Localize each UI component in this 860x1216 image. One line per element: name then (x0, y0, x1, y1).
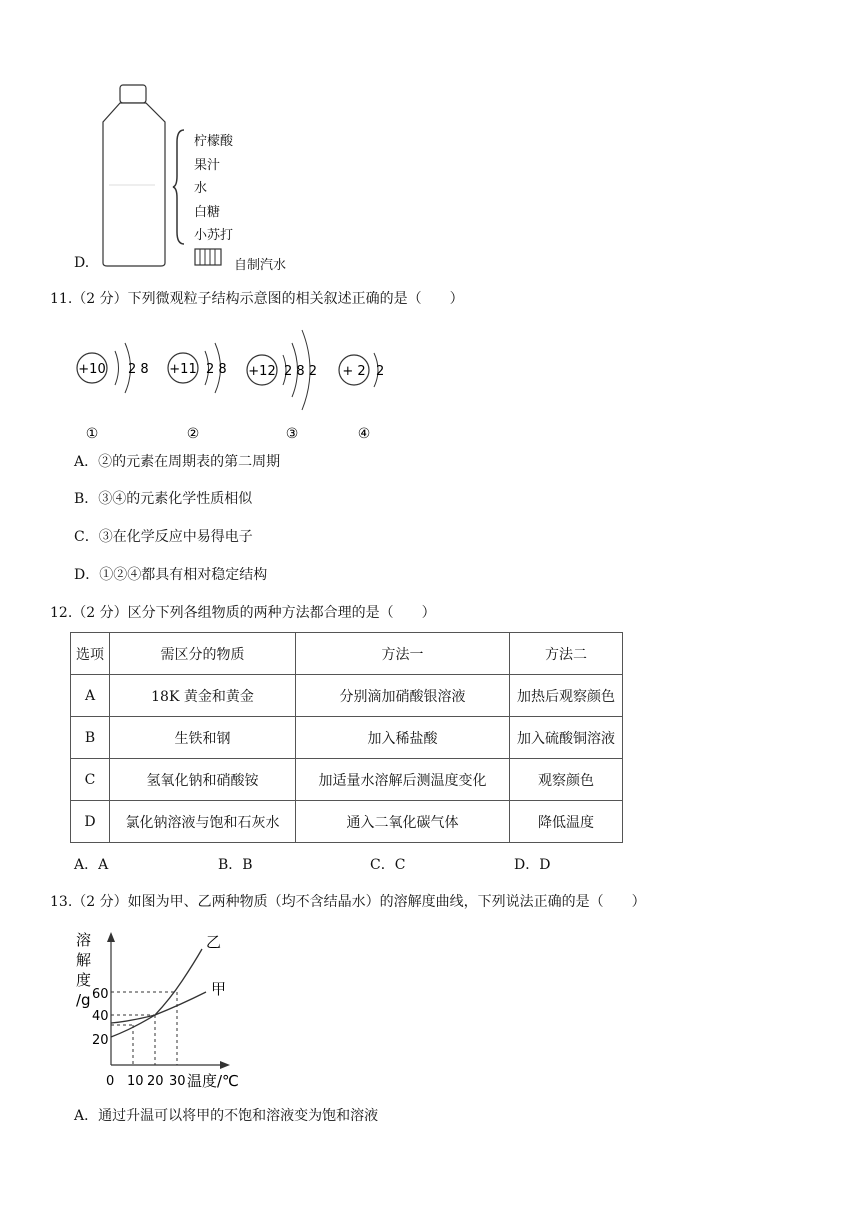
guide-lines (111, 992, 177, 1065)
x-axis-arrow (220, 1061, 230, 1069)
ingredient-item: 柠檬酸 (194, 134, 234, 149)
q11-stem: 11.（2 分）下列微观粒子结构示意图的相关叙述正确的是（ ） (50, 291, 464, 307)
q13-option-a[interactable]: A．通过升温可以将甲的不饱和溶液变为饱和溶液 (74, 1108, 379, 1124)
y-tick-label: 60 (92, 987, 109, 1002)
curve-label-jia: 甲 (211, 980, 227, 998)
header-cell: 选项 (71, 633, 110, 675)
x-axis-label: 温度/℃ (187, 1072, 239, 1090)
svg-text:③: ③ (285, 426, 299, 442)
atom-diagram-4 (339, 353, 384, 442)
table-cell: 观察颜色 (510, 759, 623, 801)
table-row (71, 675, 623, 717)
q12-stem: 12.（2 分）区分下列各组物质的两种方法都合理的是（ ） (50, 605, 436, 621)
y-tick-label: 20 (92, 1033, 109, 1048)
table-cell: 分别滴加硝酸银溶液 (296, 675, 510, 717)
q10-option-d-label: D. (74, 255, 90, 271)
table-cell: 加入硫酸铜溶液 (510, 717, 623, 759)
table-cell: 加入稀盐酸 (296, 717, 510, 759)
figure-caption: 自制汽水 (234, 258, 287, 273)
y-axis-label: /g (76, 991, 91, 1009)
svg-text:+12: +12 (248, 364, 276, 379)
svg-text:2 8: 2 8 (206, 362, 227, 377)
bottle-cap-icon (194, 248, 224, 268)
q11-option-a[interactable]: A．②的元素在周期表的第二周期 (74, 454, 281, 470)
q12-methods-table (70, 632, 623, 843)
svg-text:2 8 2: 2 8 2 (284, 364, 318, 379)
atom-diagram-1 (77, 343, 149, 442)
y-axis-label: 溶 (76, 931, 92, 949)
table-row (71, 801, 623, 843)
q12-option-b[interactable]: B．B (218, 857, 253, 873)
q12-option-c[interactable]: C．C (370, 857, 406, 873)
q12-option-d[interactable]: D．D (514, 857, 551, 873)
table-cell: A (71, 675, 110, 717)
x-tick-label: 30 (169, 1074, 186, 1089)
table-row (71, 717, 623, 759)
x-tick-label: 0 (106, 1074, 115, 1089)
table-cell: 生铁和钢 (110, 717, 296, 759)
curve-yi (111, 949, 202, 1037)
header-cell: 需区分的物质 (110, 633, 296, 675)
curve-jia (111, 992, 206, 1023)
ingredients-list (194, 130, 233, 248)
ingredient-item: 水 (194, 181, 208, 196)
q13-stem: 13.（2 分）如图为甲、乙两种物质（均不含结晶水）的溶解度曲线，下列说法正确的是（ ） (50, 894, 646, 910)
table-cell: 降低温度 (510, 801, 623, 843)
table-cell: C (71, 759, 110, 801)
header-cell: 方法一 (296, 633, 510, 675)
atom-structure-diagrams (70, 318, 390, 443)
table-row (71, 759, 623, 801)
q11-option-b[interactable]: B．③④的元素化学性质相似 (74, 491, 253, 507)
table-cell: 加适量水溶解后测温度变化 (296, 759, 510, 801)
y-axis-label: 度 (76, 971, 92, 989)
table-header-row (71, 633, 623, 675)
svg-text:2 8: 2 8 (128, 362, 149, 377)
y-axis-label: 解 (76, 951, 92, 969)
table-cell: B (71, 717, 110, 759)
header-cell: 方法二 (510, 633, 623, 675)
solubility-curve-chart (70, 925, 250, 1090)
table-cell: 氯化钠溶液与饱和石灰水 (110, 801, 296, 843)
y-tick-label: 40 (92, 1009, 109, 1024)
q11-option-d[interactable]: D．①②④都具有相对稳定结构 (74, 567, 268, 583)
table-cell: D (71, 801, 110, 843)
table-cell: 18K 黄金和黄金 (110, 675, 296, 717)
ingredient-item: 白糖 (194, 204, 221, 220)
table-cell: 通入二氧化碳气体 (296, 801, 510, 843)
svg-text:②: ② (186, 426, 200, 442)
ingredients-brace (172, 128, 186, 248)
curve-label-yi: 乙 (206, 933, 222, 951)
ingredient-item: 小苏打 (194, 228, 234, 243)
table-cell: 加热后观察颜色 (510, 675, 623, 717)
svg-text:+11: +11 (169, 362, 197, 377)
x-tick-label: 10 (127, 1074, 144, 1089)
svg-text:+10: +10 (78, 362, 106, 377)
atom-diagram-2 (168, 343, 227, 442)
ingredient-item: 果汁 (194, 157, 221, 173)
svg-text:2: 2 (376, 364, 385, 379)
q12-option-a[interactable]: A．A (74, 857, 109, 873)
table-cell: 氢氧化钠和硝酸铵 (110, 759, 296, 801)
svg-text:④: ④ (357, 426, 371, 442)
svg-text:+ 2: + 2 (342, 364, 366, 379)
y-axis-arrow (107, 932, 115, 942)
x-tick-label: 20 (147, 1074, 164, 1089)
atom-diagram-3 (247, 330, 317, 442)
svg-text:①: ① (85, 426, 99, 442)
q11-option-c[interactable]: C．③在化学反应中易得电子 (74, 529, 253, 545)
